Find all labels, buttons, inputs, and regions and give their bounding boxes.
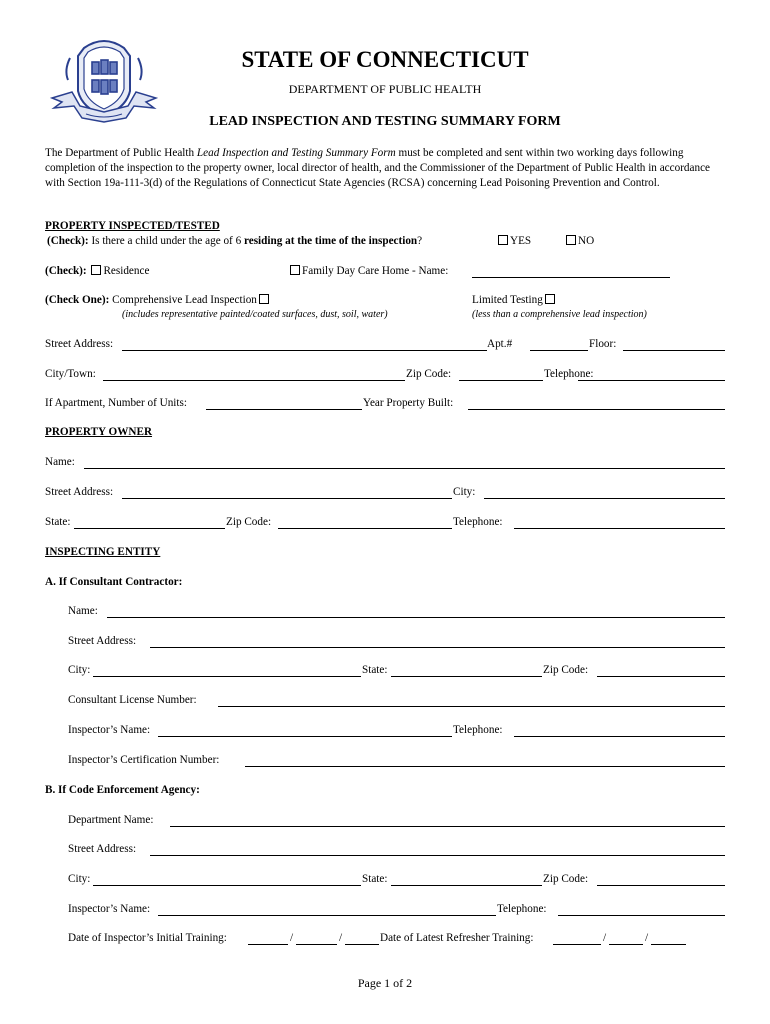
residence-row [45,265,149,277]
floor-label: Floor: [589,338,617,350]
consultant-zip-label: Zip Code: [543,664,589,676]
page-number: Page 1 of 2 [357,976,413,990]
owner-telephone-label: Telephone: [453,516,503,528]
property-city-field[interactable] [103,380,405,381]
no-checkbox[interactable] [566,235,576,245]
property-telephone-field[interactable] [578,380,725,381]
consultant-street-label: Street Address: [68,635,137,647]
initial-training-day-field[interactable] [296,944,337,945]
daycare-name-field[interactable] [472,277,670,278]
certification-label: Inspector’s Certification Number: [68,754,220,766]
agency-street-field[interactable] [150,855,725,856]
owner-heading: PROPERTY OWNER [45,426,153,438]
property-telephone-label: Telephone: [544,368,594,380]
consultant-street-field[interactable] [150,647,725,648]
date-slash: / [290,932,294,944]
consultant-name-label: Name: [68,605,98,617]
refresher-year-field[interactable] [651,944,686,945]
consultant-city-label: City: [68,664,91,676]
consultant-state-field[interactable] [391,676,542,677]
date-slash: / [603,932,607,944]
owner-state-label: State: [45,516,71,528]
residence-label: Residence [103,265,150,277]
limited-note: (less than a comprehensive lead inspection) [472,309,647,320]
consultant-telephone-label: Telephone: [453,724,503,736]
agency-heading: B. If Code Enforcement Agency: [45,784,200,796]
refresher-training-label: Date of Latest Refresher Training: [380,932,534,944]
license-label: Consultant License Number: [68,694,197,706]
daycare-label: Family Day Care Home - Name: [302,265,449,277]
intro-form-name: Lead Inspection and Testing Summary Form [196,147,396,159]
agency-inspector-label: Inspector’s Name: [68,903,151,915]
consultant-zip-field[interactable] [597,676,725,677]
intro-paragraph [45,146,730,191]
check-one-row [45,294,271,306]
intro-text-c: must be completed and sent within two working days following completion of the inspection to the property owner, local director of health, and the Commissioner of the Department of Public Health in accordance with Section 19a-111-3(d) of the Regulations of Connecticut State Agencies (RCSA) concerning Lead Poisoning Prevention and Control. [45,147,711,189]
agency-zip-field[interactable] [597,885,725,886]
child-question-row [47,235,422,247]
apt-field[interactable] [530,350,588,351]
daycare-option [288,265,448,277]
residence-checkbox[interactable] [91,265,101,275]
property-street-label: Street Address: [45,338,114,350]
comprehensive-note: (includes representative painted/coated surfaces, dust, soil, water) [122,309,388,320]
consultant-inspector-label: Inspector’s Name: [68,724,151,736]
consultant-inspector-field[interactable] [158,736,452,737]
agency-zip-label: Zip Code: [543,873,589,885]
owner-state-field[interactable] [74,528,225,529]
consultant-state-label: State: [362,664,388,676]
owner-zip-field[interactable] [278,528,452,529]
department-name: DEPARTMENT OF PUBLIC HEALTH [288,82,482,96]
initial-training-year-field[interactable] [345,944,379,945]
license-field[interactable] [218,706,725,707]
consultant-telephone-field[interactable] [514,736,725,737]
limited-row [472,294,557,306]
daycare-checkbox[interactable] [290,265,300,275]
owner-street-field[interactable] [122,498,452,499]
owner-zip-label: Zip Code: [226,516,272,528]
comprehensive-checkbox[interactable] [259,294,269,304]
year-built-label: Year Property Built: [363,397,454,409]
apt-label: Apt.# [487,338,513,350]
property-zip-field[interactable] [459,380,543,381]
agency-state-field[interactable] [391,885,542,886]
inspecting-heading: INSPECTING ENTITY [45,546,161,558]
property-zip-label: Zip Code: [406,368,452,380]
form-title: LEAD INSPECTION AND TESTING SUMMARY FORM [209,114,561,129]
owner-name-field[interactable] [84,468,725,469]
limited-label: Limited Testing [472,294,543,306]
consultant-city-field[interactable] [93,676,361,677]
agency-city-field[interactable] [93,885,361,886]
owner-street-label: Street Address: [45,486,114,498]
owner-city-field[interactable] [484,498,725,499]
intro-text-a: The Department of Public Health [45,147,197,159]
question-mark: ? [417,235,423,247]
owner-name-label: Name: [45,456,75,468]
agency-state-label: State: [362,873,388,885]
limited-checkbox[interactable] [545,294,555,304]
agency-city-label: City: [68,873,91,885]
agency-telephone-field[interactable] [558,915,725,916]
consultant-name-field[interactable] [107,617,725,618]
owner-city-label: City: [453,486,476,498]
yes-label: YES [510,235,532,247]
check-one-label: (Check One): [45,294,110,306]
agency-street-label: Street Address: [68,843,137,855]
property-heading: PROPERTY INSPECTED/TESTED [45,220,220,232]
units-field[interactable] [206,409,362,410]
property-street-field[interactable] [122,350,487,351]
owner-telephone-field[interactable] [514,528,725,529]
child-question-text: Is there a child under the age of 6 [88,235,244,247]
agency-telephone-label: Telephone: [497,903,547,915]
page-title: STATE OF CONNECTICUT [241,47,529,72]
units-label: If Apartment, Number of Units: [45,397,187,409]
year-built-field[interactable] [468,409,725,410]
date-slash: / [339,932,343,944]
agency-dept-field[interactable] [170,826,725,827]
refresher-day-field[interactable] [609,944,643,945]
floor-field[interactable] [623,350,725,351]
initial-training-label: Date of Inspector’s Initial Training: [68,932,227,944]
consultant-heading: A. If Consultant Contractor: [45,576,183,588]
yes-checkbox[interactable] [498,235,508,245]
refresher-month-field[interactable] [553,944,601,945]
initial-training-month-field[interactable] [248,944,288,945]
check-label: (Check): [47,235,89,247]
child-question-bold: residing at the time of the inspection [243,235,418,247]
agency-dept-label: Department Name: [68,814,154,826]
certification-field[interactable] [245,766,725,767]
property-city-label: City/Town: [45,368,96,380]
date-slash: / [645,932,649,944]
no-option[interactable] [564,235,594,247]
agency-inspector-field[interactable] [158,915,496,916]
yes-option[interactable] [496,235,531,247]
no-label: NO [578,235,595,247]
comprehensive-label: Comprehensive Lead Inspection [112,294,257,306]
check-label-2: (Check): [45,265,87,277]
